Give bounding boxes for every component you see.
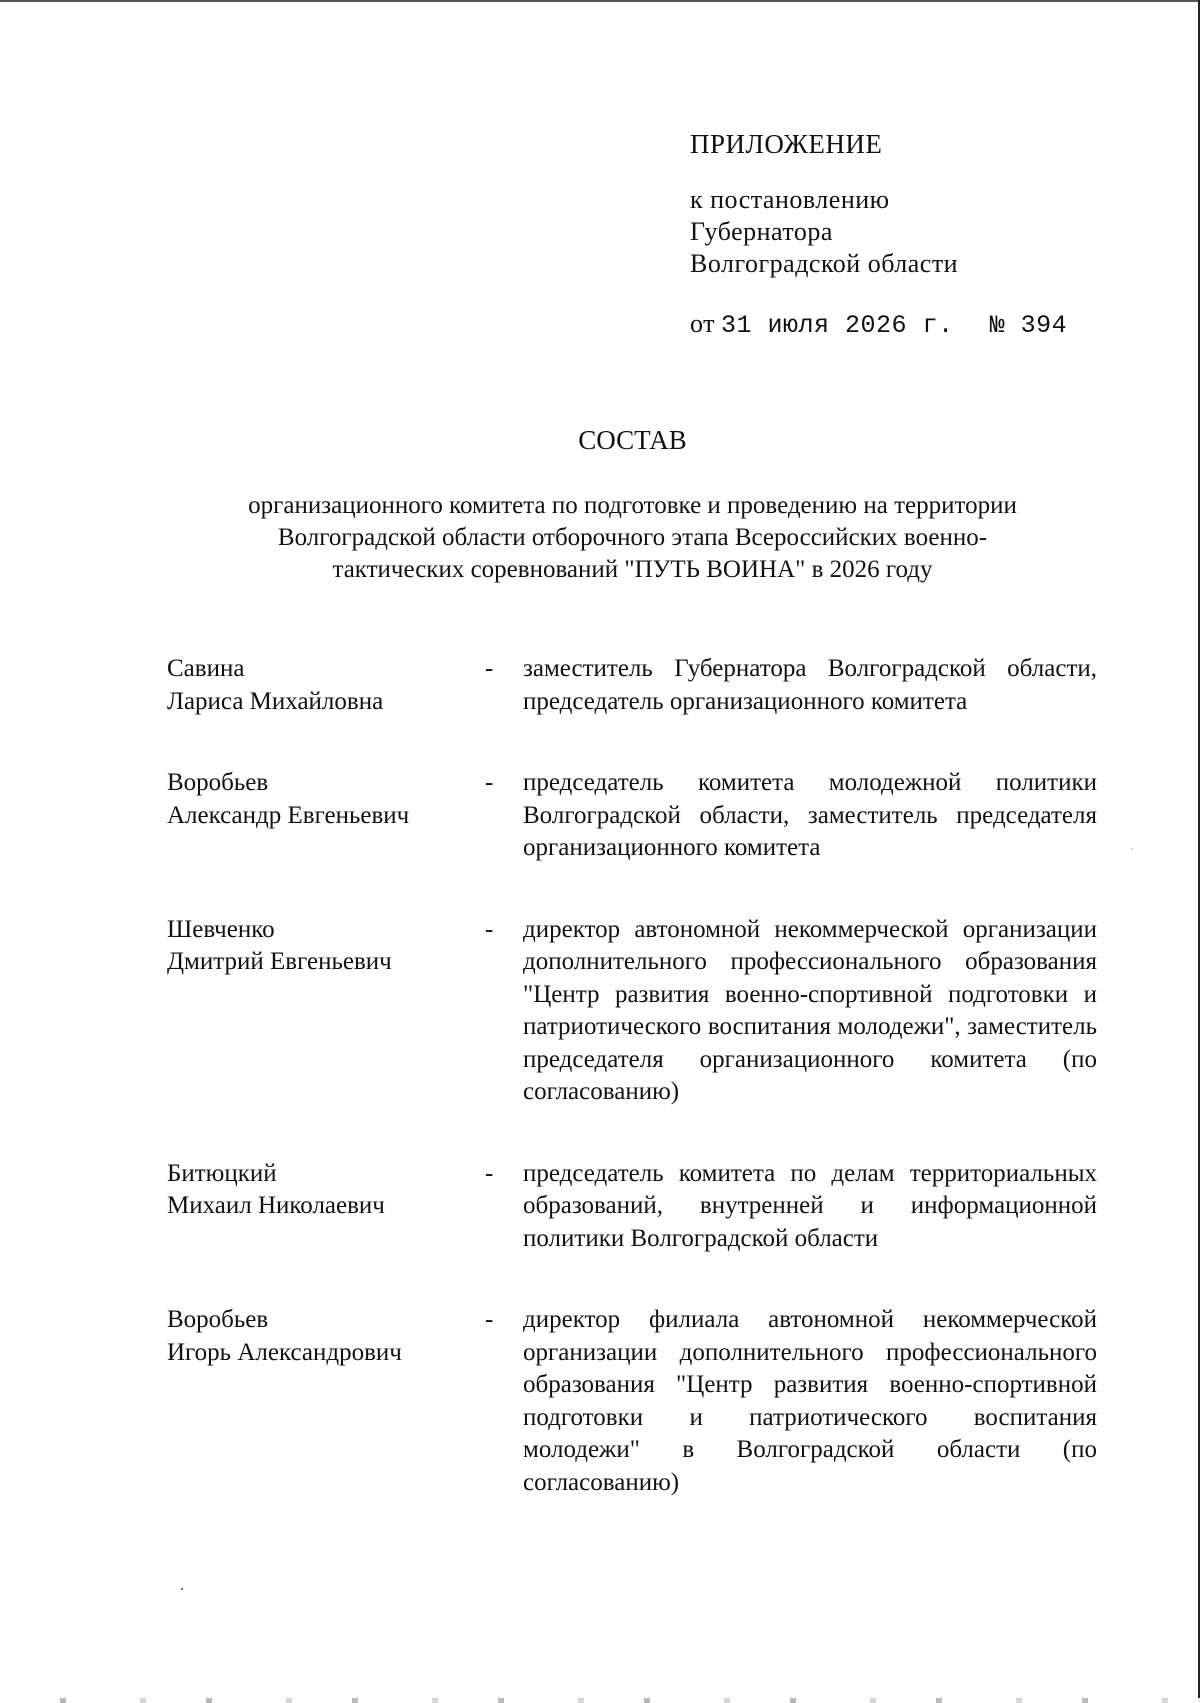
- member-surname: Воробьев: [167, 769, 269, 796]
- document-title: СОСТАВ: [578, 425, 687, 455]
- member-dash: -: [485, 1306, 494, 1333]
- member-dash: -: [485, 1159, 494, 1187]
- member-role: заместитель Губернатора Волгоградской области, председатель организационного комитета: [523, 655, 1097, 715]
- member-name: [167, 1158, 485, 1223]
- subtitle-line-1: организационного комитета по подготовке и проведению на территории: [248, 492, 1017, 519]
- member-row: [167, 767, 1097, 865]
- member-name: [167, 653, 485, 718]
- appendix-date-line: [690, 308, 1067, 342]
- member-row: [167, 653, 1097, 718]
- scan-speck: [1131, 848, 1133, 850]
- appendix-line-2: Губернатора: [690, 217, 833, 246]
- appendix-title: ПРИЛОЖЕНИЕ: [690, 129, 883, 159]
- appendix-line-3: Волгоградской области: [690, 249, 959, 278]
- member-given-names: Михаил Николаевич: [167, 1192, 385, 1219]
- member-surname: Шевченко: [167, 915, 275, 943]
- appendix-line-1: к постановлению: [690, 185, 890, 214]
- member-role: председатель комитета молодежной политики Волгоградской области, заместитель председателя организационного комитета: [523, 769, 1097, 861]
- scan-bottom-edge: [0, 1698, 1200, 1703]
- committee-member-list: [167, 653, 1097, 1499]
- member-row: [167, 914, 1097, 1109]
- subtitle-line-2: Волгоградской области отборочного этапа Всероссийских военно-: [277, 524, 988, 551]
- document-date: 31 июля 2026 г.: [721, 311, 954, 340]
- member-role: директор филиала автономной некоммерческой организации дополнительного профессионального образования "Центр развития военно-спортивной подготовки и патриотического воспитания молодежи" в Волгоградской области (по согласованию): [523, 1306, 1097, 1496]
- member-surname: Воробьев: [167, 1306, 269, 1333]
- member-name: [167, 914, 485, 979]
- member-dash: -: [485, 915, 494, 943]
- subtitle-line-3: тактических соревнований "ПУТЬ ВОИНА" в 2026 году: [332, 556, 933, 583]
- scan-speck: [181, 1588, 183, 1590]
- member-given-names: Александр Евгеньевич: [167, 801, 410, 829]
- member-name: [167, 1304, 485, 1369]
- member-dash: -: [485, 655, 494, 682]
- date-prefix: от: [690, 309, 716, 338]
- member-role: директор автономной некоммерческой организации дополнительного профессионального образования "Центр развития военно-спортивной подготовки и патриотического воспитания молодежи", заместитель председателя организационного комитета (по согласованию): [523, 915, 1097, 1105]
- member-given-names: Лариса Михайловна: [167, 687, 384, 715]
- member-name: [167, 767, 485, 832]
- member-row: [167, 1304, 1097, 1499]
- member-given-names: Дмитрий Евгеньевич: [167, 948, 392, 975]
- member-row: [167, 1158, 1097, 1256]
- member-surname: Битюцкий: [167, 1159, 277, 1187]
- scan-top-edge: [0, 0, 1200, 2]
- document-number: № 394: [989, 311, 1068, 340]
- member-role: председатель комитета по делам территориальных образований, внутренней и информационной политики Волгоградской области: [523, 1159, 1097, 1252]
- member-given-names: Игорь Александрович: [167, 1338, 402, 1366]
- member-dash: -: [485, 769, 494, 796]
- document-subtitle: [180, 490, 1085, 586]
- appendix-block: [690, 128, 1067, 342]
- member-surname: Савина: [167, 655, 245, 682]
